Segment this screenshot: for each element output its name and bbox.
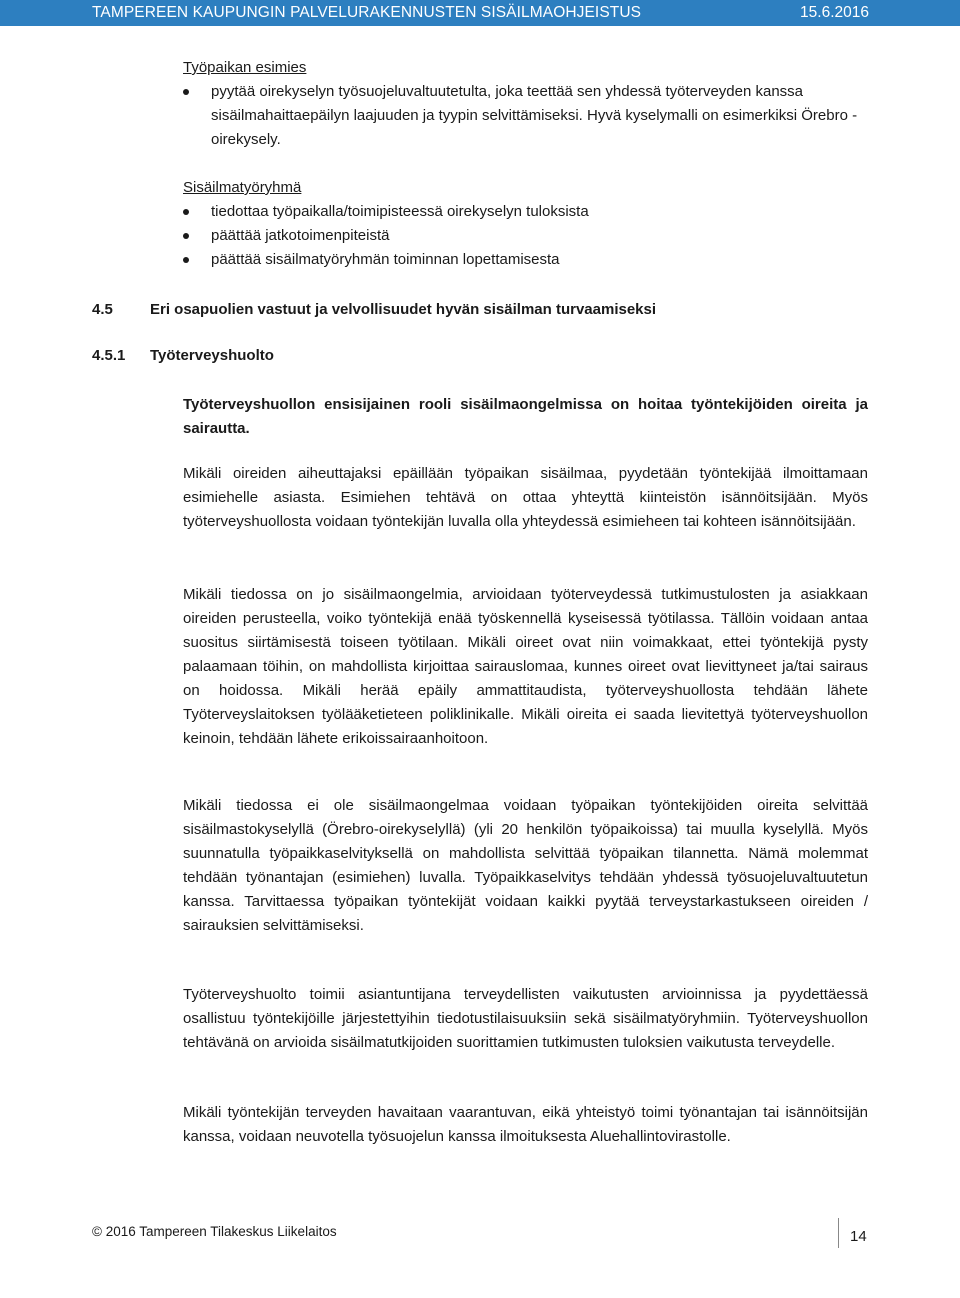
supervisor-heading: Työpaikan esimies (183, 59, 307, 76)
list-item-text: päättää jatkotoimenpiteistä (211, 227, 390, 244)
page-number: 14 (850, 1228, 867, 1245)
paragraph-block-2 (183, 583, 868, 751)
section-heading (92, 298, 656, 322)
bullet-icon (183, 209, 189, 215)
bullet-icon (183, 257, 189, 263)
section-number: 4.5 (92, 301, 113, 318)
paragraph-block-5 (183, 1101, 868, 1149)
paragraph-block-4 (183, 983, 868, 1055)
paragraph: Mikäli oireiden aiheuttajaksi epäillään työpaikan sisäilmaa, pyydetään työntekijää ilmoittamaan esimiehelle asiasta. Esimiehen tehtävä on ottaa yhteyttä kiinteistön isännöitsijään. Myös työterveyshuollosta voidaan työntekijän luvalla olla yhteydessä esimieheen tai kohteen isännöitsijään. (183, 465, 868, 530)
supervisor-block (183, 56, 868, 152)
subsection-heading (92, 344, 274, 368)
body-text (183, 393, 868, 441)
indoor-air-group-list (183, 200, 868, 272)
supervisor-list (183, 80, 868, 152)
lead-paragraph: Työterveyshuollon ensisijainen rooli sisäilmaongelmissa on hoitaa työntekijöiden oireita ja sairautta. (183, 396, 868, 437)
subsection-number: 4.5.1 (92, 347, 126, 364)
indoor-air-group-block (183, 176, 868, 272)
list-item-text: pyytää oirekyselyn työsuojeluvaltuutetulta, joka teettää sen yhdessä työterveyden kanssa sisäilmahaittaepäilyn laajuuden ja tyypin selvittämiseksi. Hyvä kyselymalli on esimerkiksi Örebro -oirekysely. (211, 83, 858, 148)
list-item (183, 80, 868, 152)
bullet-icon (183, 89, 189, 95)
bullet-icon (183, 233, 189, 239)
paragraph-block-3 (183, 794, 868, 938)
indoor-air-group-heading: Sisäilmatyöryhmä (183, 179, 302, 196)
list-item-text: päättää sisäilmatyöryhmän toiminnan lopettamisesta (211, 251, 560, 268)
list-item (183, 248, 868, 272)
list-item-text: tiedottaa työpaikalla/toimipisteessä oirekyselyn tuloksista (211, 203, 589, 220)
header-date: 15.6.2016 (800, 4, 869, 21)
paragraph: Mikäli tiedossa ei ole sisäilmaongelmaa voidaan työpaikan työntekijöiden oireita selvittää sisäilmastokyselyllä (Örebro-oirekyselyllä) (yli 20 henkilön työpaikoissa) tai muulla kyselyllä. Myös suunnatulla työpaikkaselvityksellä on mahdollista selvittää työpaikan tilannetta. Nämä molemmat tehdään työnantajan (esimiehen) luvalla. Työpaikkaselvitys tehdään yhdessä työsuojeluvaltuutetun kanssa. Tarvittaessa työpaikan työntekijät voidaan kaikki pyytää terveystarkastukseen oireiden / sairauksien selvittämiseksi. (183, 797, 868, 934)
paragraph: Mikäli tiedossa on jo sisäilmaongelmia, arvioidaan työterveydessä tutkimustulosten ja asiakkaan oireiden perusteella, voiko työntekijä enää työskennellä kyseisessä työtilassa. Tällöin voidaan antaa suositus siirtämisestä toiseen työtilaan. Mikäli oireet ovat niin voimakkaat, ettei työntekijä pysty palaamaan töihin, on mahdollista kirjoittaa sairauslomaa, kunnes oireet ovat lievittyneet ja/tai sairaus on hoidossa. Mikäli herää epäily ammattitaudista, työterveyshuollosta tehdään lähete Työterveyslaitoksen työlääketieteen poliklinikalle. Mikäli oireita ei saada lievitettyä työterveyshuollon keinoin, tehdään lähete erikoissairaanhoitoon. (183, 586, 868, 747)
paragraph-block-1 (183, 462, 868, 534)
list-item (183, 200, 868, 224)
paragraph: Mikäli työntekijän terveyden havaitaan vaarantuvan, eikä yhteistyö toimi työnantajan tai isännöitsijän kanssa, voidaan neuvotella työsuojelun kanssa ilmoituksesta Aluehallintovirastolle. (183, 1104, 868, 1145)
subsection-title-text: Työterveyshuolto (150, 347, 274, 364)
section-title-text: Eri osapuolien vastuut ja velvollisuudet hyvän sisäilman turvaamiseksi (150, 301, 657, 318)
list-item (183, 224, 868, 248)
footer-divider (838, 1218, 839, 1248)
footer-copyright: © 2016 Tampereen Tilakeskus Liikelaitos (92, 1224, 337, 1239)
page-header (0, 0, 960, 26)
header-title: TAMPEREEN KAUPUNGIN PALVELURAKENNUSTEN SISÄILMAOHJEISTUS (92, 4, 642, 21)
paragraph: Työterveyshuolto toimii asiantuntijana terveydellisten vaikutusten arvioinnissa ja pyydettäessä osallistuu työntekijöille järjestettyihin tiedotustilaisuuksiin sekä sisäilmatyöryhmiin. Työterveyshuollon tehtävänä on arvioida sisäilmatutkijoiden suorittamien tutkimusten tuloksien vaikutusta terveydelle. (183, 986, 868, 1051)
